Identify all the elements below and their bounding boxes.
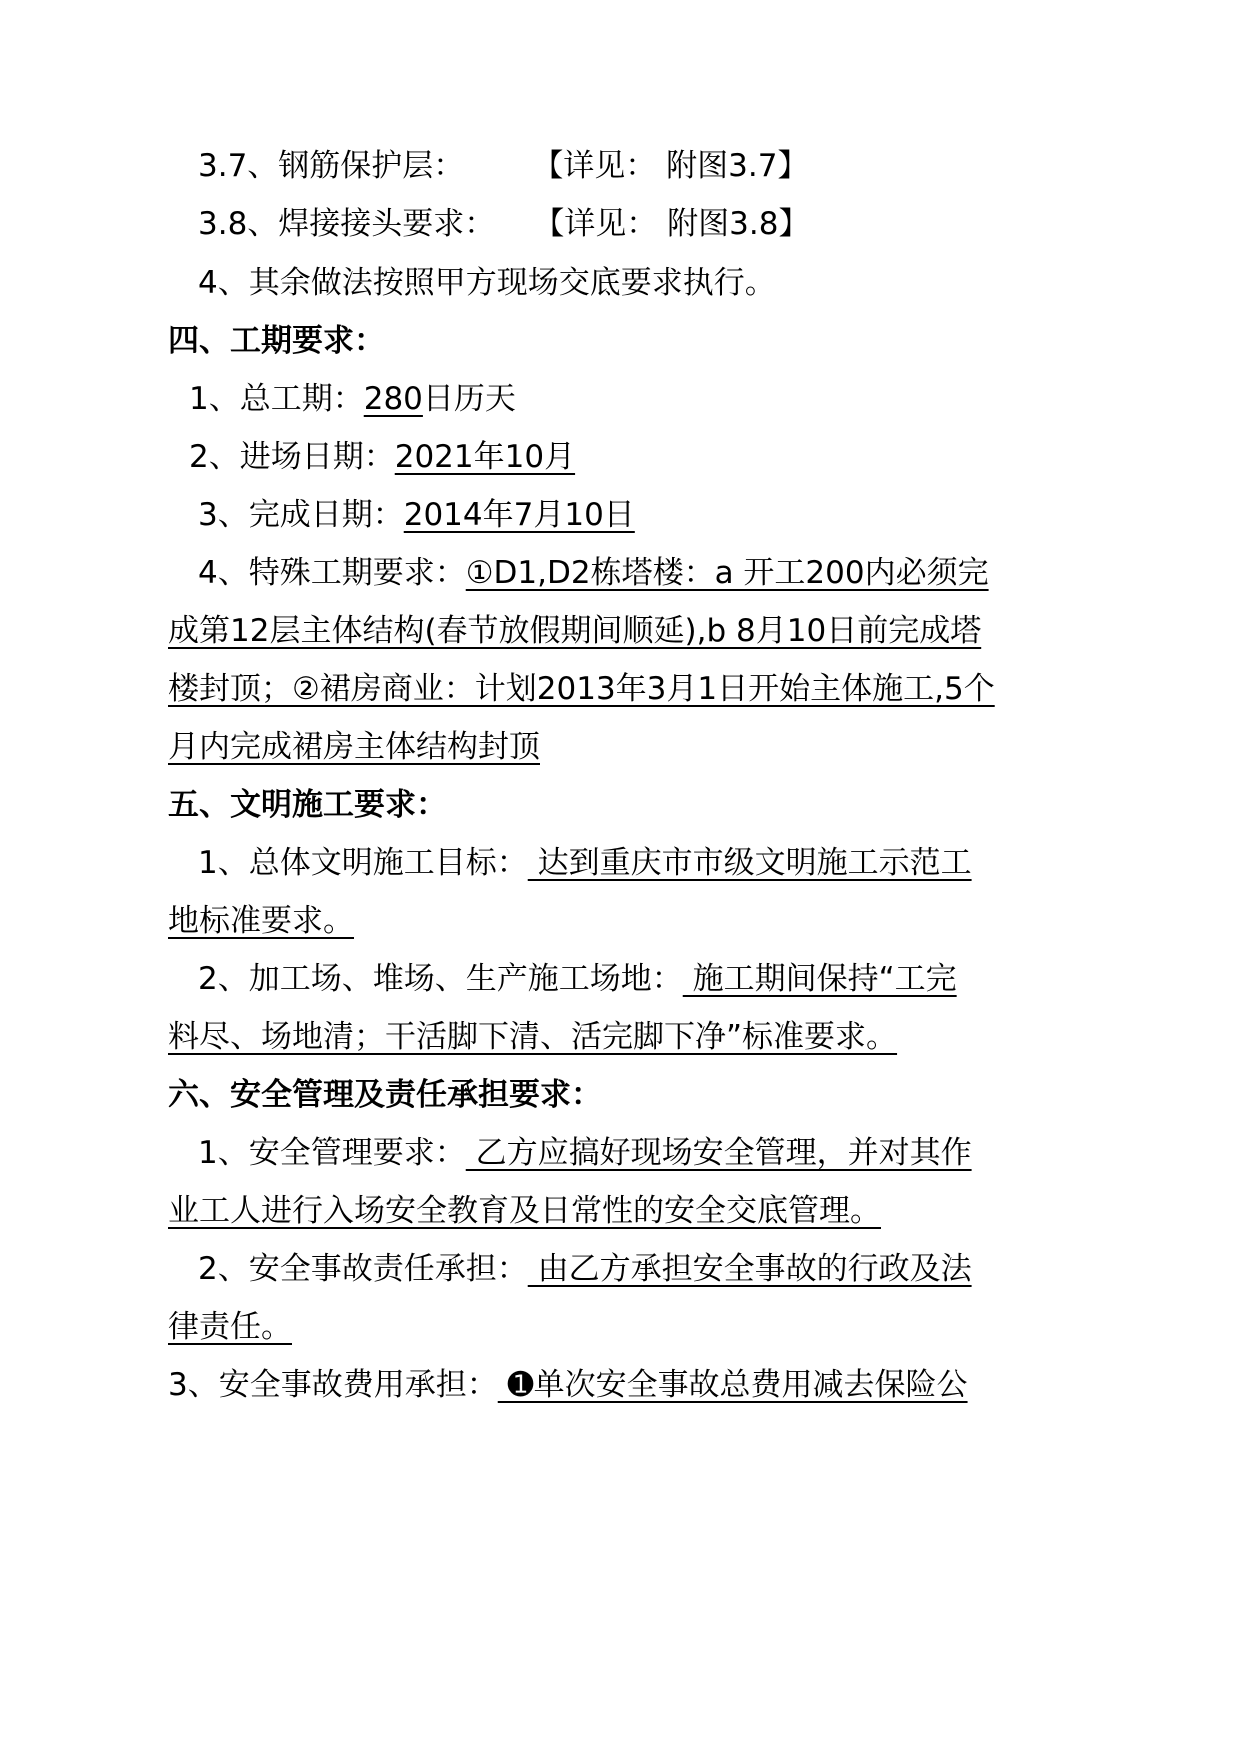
completion-date [198, 495, 635, 535]
item-3-7 [198, 146, 808, 186]
accident-liability-text-1: 由乙方承担安全事故的行政及法 [527, 1251, 972, 1287]
site-requirement-text-1: 施工期间保持“工完 [682, 961, 957, 997]
site-requirement-line-2: 料尽、场地清；干活脚下清、活完脚下净”标准要求。 [168, 1019, 898, 1055]
completion-date-value: 2014年7月10日 [403, 497, 635, 533]
total-duration-value: 280 [363, 381, 423, 417]
item-3-8-label: 3.8、焊接接头要求： [198, 206, 496, 242]
total-duration-label: 1、总工期： [189, 381, 364, 417]
accident-liability-label: 2、安全事故责任承担： [198, 1251, 528, 1287]
site-requirement-label: 2、加工场、堆场、生产施工场地： [198, 961, 683, 997]
special-schedule-line-2: 成第12层主体结构(春节放假期间顺延),b 8月10日前完成塔 [168, 613, 982, 649]
entry-date-value: 2021年10月 [394, 439, 576, 475]
item-3-8-reference: 【详见： 附图3.8】 [533, 206, 810, 242]
section-4-heading: 四、工期要求： [168, 323, 385, 359]
site-requirement-line-1 [198, 959, 957, 999]
item-4: 4、其余做法按照甲方现场交底要求执行。 [198, 265, 776, 301]
special-schedule-line-1 [198, 553, 989, 593]
civilized-goal-text-1: 达到重庆市市级文明施工示范工 [527, 845, 972, 881]
total-duration-suffix: 日历天 [422, 381, 516, 417]
civilized-goal-line-1 [198, 843, 972, 883]
special-schedule-text-1: ①D1,D2栋塔楼：a 开工200内必须完 [465, 555, 989, 591]
section-5-heading: 五、文明施工要求： [168, 787, 447, 823]
civilized-goal-label: 1、总体文明施工目标： [198, 845, 528, 881]
item-3-8 [198, 204, 809, 244]
special-schedule-line-4: 月内完成裙房主体结构封顶 [168, 729, 540, 765]
item-3-7-label: 3.7、钢筋保护层： [198, 148, 465, 184]
safety-management-line-1 [198, 1133, 972, 1173]
total-duration [189, 379, 516, 419]
special-schedule-line-3: 楼封顶；②裙房商业：计划2013年3月1日开始主体施工,5个 [168, 671, 995, 707]
section-6-heading: 六、安全管理及责任承担要求： [168, 1077, 602, 1113]
item-3-7-reference: 【详见： 附图3.7】 [532, 148, 809, 184]
accident-liability-line-2: 律责任。 [168, 1309, 292, 1345]
accident-liability-line-1 [198, 1249, 972, 1289]
special-schedule-label: 4、特殊工期要求： [198, 555, 466, 591]
safety-management-label: 1、安全管理要求： [198, 1135, 466, 1171]
accident-cost-label: 3、安全事故费用承担： [168, 1367, 498, 1403]
entry-date [189, 437, 575, 477]
safety-management-text-1: 乙方应搞好现场安全管理，并对其作 [465, 1135, 972, 1171]
entry-date-label: 2、进场日期： [189, 439, 395, 475]
accident-cost-line-1 [168, 1365, 968, 1405]
accident-cost-text-1: ➊单次安全事故总费用减去保险公 [497, 1367, 968, 1403]
safety-management-line-2: 业工人进行入场安全教育及日常性的安全交底管理。 [168, 1193, 881, 1229]
civilized-goal-line-2: 地标准要求。 [168, 903, 354, 939]
completion-date-label: 3、完成日期： [198, 497, 404, 533]
